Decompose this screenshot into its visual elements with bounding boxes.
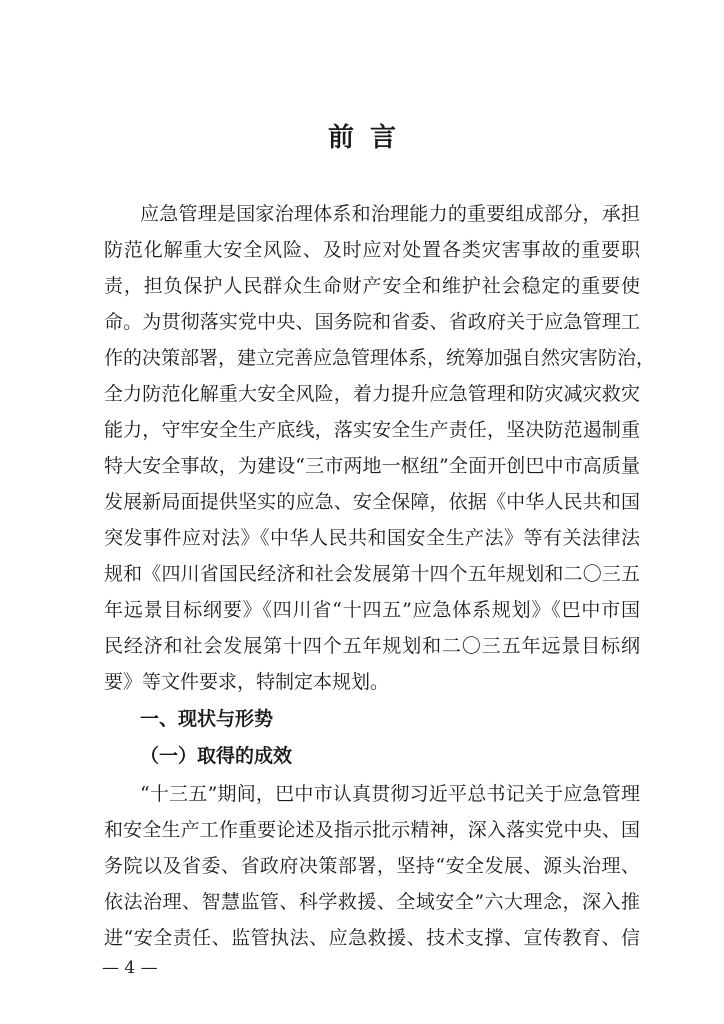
achievement-line: 务院以及省委、省政府决策部署，坚持“安全发展、源头治理、 [104,855,640,877]
preface-line: 防范化解重大安全风险、及时应对处置各类灾害事故的重要职 [104,239,640,261]
preface-line: 应急管理是国家治理体系和治理能力的重要组成部分，承担 [140,203,640,225]
preface-line: 责，担负保护人民群众生命财产安全和维护社会稳定的重要使 [104,275,640,297]
achievement-line: 依法治理、智慧监管、科学救援、全域安全”六大理念，深入推 [104,891,640,913]
achievement-line: “十三五”期间，巴中市认真贯彻习近平总书记关于应急管理 [140,783,640,805]
preface-line: 作的决策部署，建立完善应急管理体系，统筹加强自然灾害防治， [104,347,656,369]
preface-line: 年远景目标纲要》《四川省“十四五”应急体系规划》《巴中市国 [104,599,640,621]
page-title: 前言 [327,123,412,153]
preface-line: 特大安全事故，为建设“三市两地一枢纽”全面开创巴中市高质量 [104,455,640,477]
preface-line: 发展新局面提供坚实的应急、安全保障，依据《中华人民共和国 [104,491,640,513]
preface-line: 要》等文件要求，特制定本规划。 [104,671,390,693]
preface-line: 全力防范化解重大安全风险，着力提升应急管理和防灾减灾救灾 [104,383,640,405]
preface-line: 突发事件应对法》《中华人民共和国安全生产法》等有关法律法 [104,527,640,549]
section-heading: 一、现状与形势 [140,708,274,730]
page-number: — 4 — [102,958,158,978]
preface-line: 民经济和社会发展第十四个五年规划和二〇三五年远景目标纲 [104,635,640,657]
achievement-line: 和安全生产工作重要论述及指示批示精神，深入落实党中央、国 [104,819,640,841]
preface-line: 能力，守牢安全生产底线，落实安全生产责任，坚决防范遏制重 [104,419,640,441]
preface-line: 规和《四川省国民经济和社会发展第十四个五年规划和二〇三五 [104,563,640,585]
preface-line: 命。为贯彻落实党中央、国务院和省委、省政府关于应急管理工 [104,311,640,333]
subsection-heading: （一）取得的成效 [140,745,293,767]
achievement-line: 进“安全责任、监管执法、应急救援、技术支撑、宣传教育、信 [104,927,640,949]
